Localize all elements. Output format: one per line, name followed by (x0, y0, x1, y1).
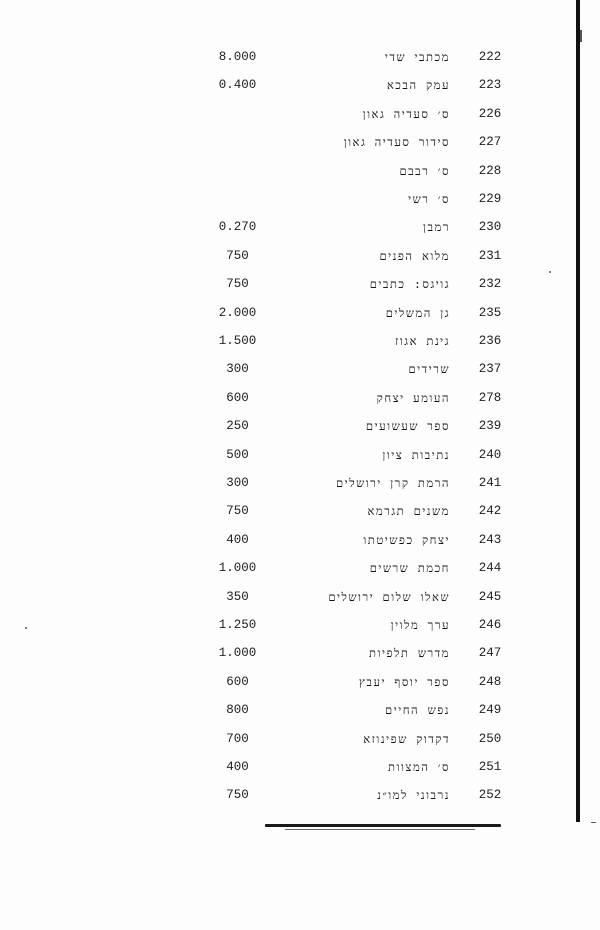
item-number: 247 (478, 646, 502, 661)
item-price: 600 (226, 674, 249, 689)
item-number: 244 (478, 561, 502, 576)
scan-speck (591, 822, 596, 823)
item-title: ערך מלוין (390, 618, 450, 632)
scan-speck (549, 271, 551, 273)
item-price: 1.250 (218, 618, 257, 632)
item-price: 1.000 (218, 646, 257, 661)
item-price: 400 (226, 760, 249, 774)
item-number: 241 (478, 476, 502, 490)
item-number: 278 (478, 390, 502, 405)
item-title: משנים תגרמא (367, 504, 450, 519)
catalog-row (0, 643, 600, 663)
item-number: 228 (478, 163, 502, 178)
item-number: 229 (478, 192, 502, 206)
item-number: 236 (478, 334, 502, 348)
catalog-row (0, 416, 600, 436)
item-title: מדרש תלפיות (369, 646, 450, 661)
item-title: חכמת שרשים (369, 561, 450, 576)
item-price: 300 (226, 362, 249, 377)
item-number: 249 (478, 703, 502, 718)
item-number: 245 (478, 589, 502, 604)
item-title: ס׳ רשי (408, 192, 450, 206)
item-number: 239 (478, 419, 502, 434)
item-title: העומע יצחק (376, 390, 450, 405)
catalog-row (0, 785, 600, 805)
catalog-row (0, 700, 600, 720)
catalog-row (0, 615, 600, 635)
border-mark (580, 30, 582, 42)
item-price: 600 (226, 390, 249, 405)
item-title: גן המשלים (385, 305, 450, 320)
catalog-row (0, 104, 600, 124)
catalog-row (0, 445, 600, 465)
bottom-divider-rule (265, 824, 501, 827)
item-number: 223 (478, 78, 502, 93)
item-title: נרבוני למו״נ (377, 788, 450, 803)
item-number: 240 (478, 447, 502, 462)
page-right-border (576, 0, 580, 822)
item-number: 252 (478, 788, 502, 803)
item-price: 500 (226, 447, 249, 462)
catalog-row (0, 75, 600, 95)
item-number: 222 (478, 50, 502, 64)
item-number: 226 (478, 106, 502, 121)
item-price: 8.000 (218, 50, 257, 64)
item-number: 243 (478, 532, 502, 547)
item-title: גינת אגוז (395, 334, 450, 348)
item-title: דקדוק שפינוזא (363, 731, 450, 746)
item-price: 350 (226, 589, 249, 604)
item-price: 1.500 (218, 334, 257, 348)
item-title: גויגס: כתבים (369, 277, 450, 292)
item-title: נפש החיים (385, 703, 450, 718)
item-title: מלוא הפנים (379, 248, 450, 263)
item-price: 700 (226, 731, 249, 746)
item-price: 750 (226, 248, 249, 263)
catalog-row (0, 501, 600, 521)
item-title: הרמת קרן ירושלים (336, 476, 450, 490)
scan-speck (25, 627, 27, 629)
item-number: 231 (478, 248, 502, 263)
catalog-row (0, 274, 600, 294)
item-price: 2.000 (218, 305, 257, 320)
catalog-row (0, 47, 600, 67)
item-number: 235 (478, 305, 502, 320)
item-number: 248 (478, 674, 502, 689)
catalog-row (0, 587, 600, 607)
catalog-row (0, 359, 600, 379)
item-title: נתיבות ציון (382, 447, 450, 462)
item-title: שאלו שלום ירושלים (328, 589, 450, 604)
catalog-row (0, 217, 600, 237)
item-title: ספר יוסף יעבץ (358, 674, 450, 689)
catalog-row (0, 672, 600, 692)
catalog-row (0, 558, 600, 578)
catalog-row (0, 757, 600, 777)
item-price: 750 (226, 504, 249, 519)
catalog-row (0, 246, 600, 266)
catalog-row (0, 132, 600, 152)
catalog-row (0, 473, 600, 493)
item-title: ס׳ רבבם (399, 163, 450, 178)
item-title: רמבן (423, 220, 450, 235)
item-price: 0.400 (218, 78, 257, 93)
item-title: ס׳ סעדיה גאון (362, 106, 450, 121)
item-number: 232 (478, 277, 502, 292)
item-price: 400 (226, 532, 249, 547)
item-price: 1.000 (218, 561, 257, 576)
item-number: 237 (478, 362, 502, 377)
catalog-row (0, 388, 600, 408)
catalog-row (0, 303, 600, 323)
item-price: 750 (226, 788, 249, 803)
item-title: ס׳ המצוות (388, 760, 450, 774)
catalog-row (0, 331, 600, 351)
item-title: יצחק כפשיטתו (363, 532, 450, 547)
catalog-row (0, 729, 600, 749)
item-number: 251 (478, 760, 502, 774)
item-number: 250 (478, 731, 502, 746)
catalog-row (0, 530, 600, 550)
item-price: 750 (226, 277, 249, 292)
item-title: שרידים (408, 362, 450, 377)
catalog-row (0, 189, 600, 209)
item-title: ספר שעשועים (365, 419, 450, 434)
item-title: עמק הבכא (386, 78, 450, 93)
item-price: 800 (226, 703, 249, 718)
item-number: 230 (478, 220, 502, 235)
item-price: 0.270 (218, 220, 257, 235)
item-number: 242 (478, 504, 502, 519)
item-number: 227 (478, 135, 502, 150)
item-title: סידור סעדיה גאון (343, 135, 450, 150)
bottom-divider-shadow (285, 829, 475, 830)
item-price: 300 (226, 476, 249, 490)
item-title: מכתבי שדי (384, 50, 450, 64)
catalog-row (0, 161, 600, 181)
item-number: 246 (478, 618, 502, 632)
item-price: 250 (226, 419, 249, 434)
